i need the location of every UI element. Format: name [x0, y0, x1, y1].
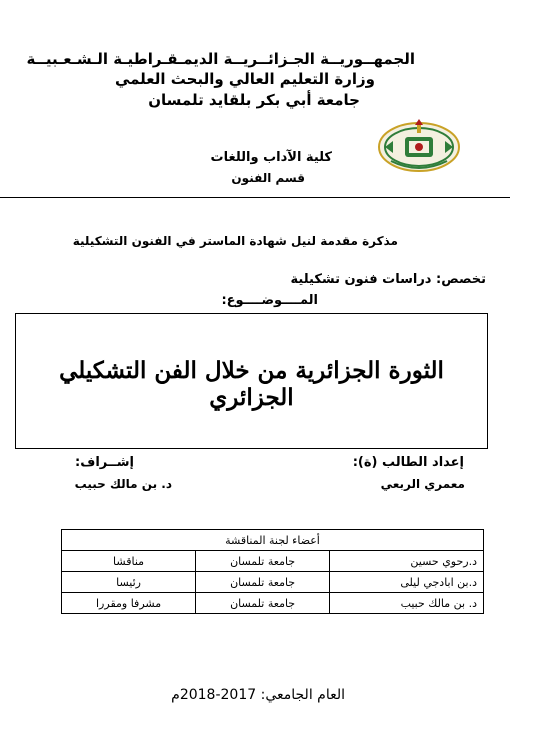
faculty-name: كلية الآداب واللغات: [210, 150, 332, 165]
memoir-statement: مذكرة مقدمة لنيل شهادة الماستر في الفنون التشكيلية: [72, 234, 398, 248]
committee-header-row: [62, 530, 484, 551]
specialty-line: تخصص: دراسات فنون تشكيلية: [290, 272, 486, 287]
ministry-heading: وزارة التعليم العالي والبحث العلمي: [114, 70, 375, 88]
member-name: د. بن مالك حبيب: [330, 593, 484, 614]
member-role: مناقشا: [62, 551, 196, 572]
member-name: د.بن ابادجي ليلى: [330, 572, 484, 593]
member-university: جامعة تلمسان: [196, 593, 330, 614]
student-label: إعداد الطالب (ة):: [352, 455, 464, 470]
thesis-title: الثورة الجزائرية من خلال الفن التشكيلي الجزائري: [59, 357, 444, 411]
header-divider: [0, 197, 510, 198]
member-university: جامعة تلمسان: [196, 572, 330, 593]
member-name: د.رحوي حسين: [330, 551, 484, 572]
subject-label: المــــوضــــوع:: [221, 293, 318, 308]
member-university: جامعة تلمسان: [196, 551, 330, 572]
member-role: مشرفا ومقررا: [62, 593, 196, 614]
table-row: [62, 572, 484, 593]
university-heading: جامعة أبي بكر بلقايد تلمسان: [148, 91, 360, 109]
committee-table: [61, 529, 484, 614]
member-role: رئيسا: [62, 572, 196, 593]
committee-header: أعضاء لجنة المناقشة: [62, 530, 484, 551]
table-row: [62, 551, 484, 572]
table-row: [62, 593, 484, 614]
student-name: معمري الربعي: [380, 477, 465, 491]
department-name: قسم الفنون: [231, 171, 305, 185]
republic-heading: الجمهــوريــة الجـزائــريــة الديمـقـراطيـة الـشـعـبيــة: [26, 50, 415, 68]
supervisor-name: د. بن مالك حبيب: [74, 477, 172, 491]
university-emblem-icon: [377, 117, 461, 173]
supervisor-label: إشــراف:: [75, 455, 134, 470]
academic-year: العام الجامعي: 2017-2018م: [171, 687, 345, 703]
